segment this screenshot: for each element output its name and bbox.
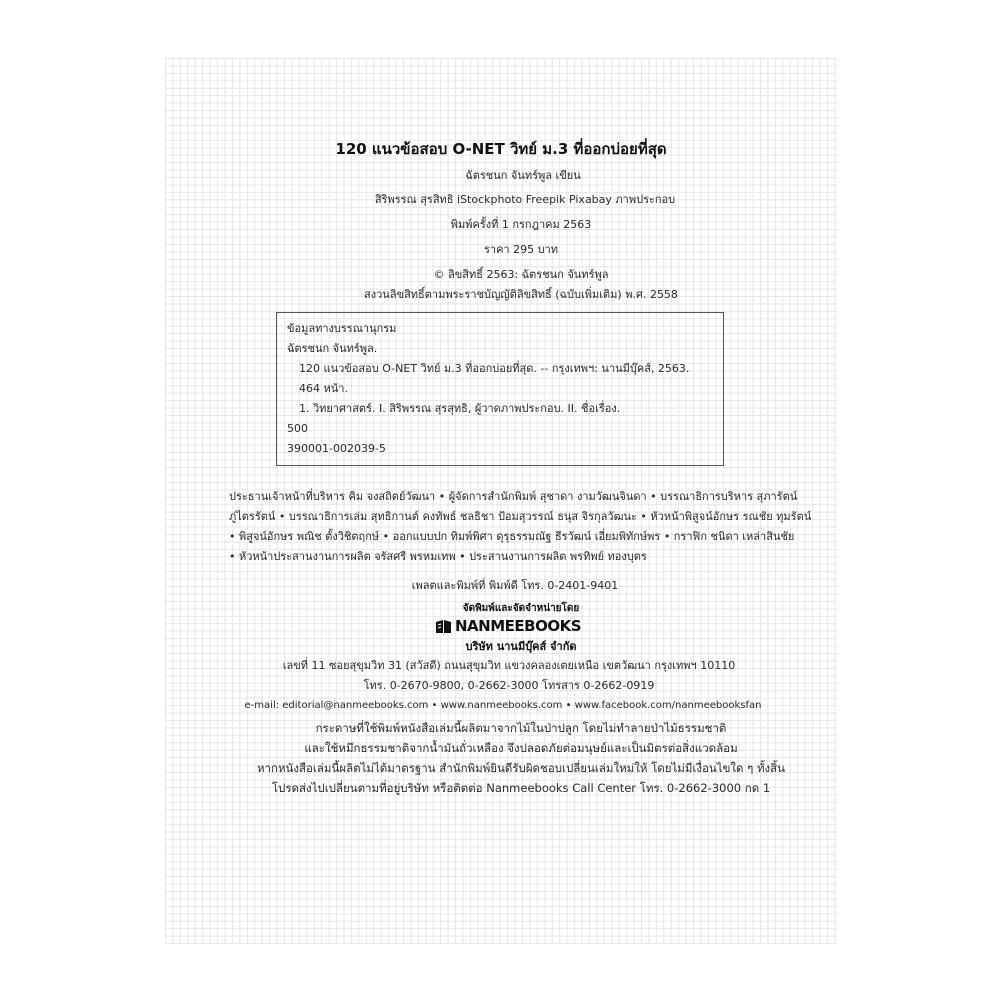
- edition-info: พิมพ์ครั้งที่ 1 กรกฎาคม 2563: [450, 218, 592, 231]
- publisher-logo: [165, 617, 837, 635]
- notice-line: และใช้หมึกธรรมชาติจากน้ำมันถั่วเหลือง จึงปลอดภัยต่อมนุษย์และเป็นมิตรต่อสิ่งแวดล้อม: [304, 741, 738, 755]
- catalog-isbn: 390001-002039-5: [287, 442, 386, 455]
- publisher-phone: โทร. 0-2670-9800, 0-2662-3000 โทรสาร 0-2662-0919: [363, 679, 655, 692]
- price: ราคา 295 บาท: [483, 243, 559, 256]
- printer-info: เพลตและพิมพ์ที่ พิมพ์ดี โทร. 0-2401-9401: [411, 579, 619, 592]
- staff-line: • หัวหน้าประสานงานการผลิต จรัสศรี พรหมเทพ • ประสานงานการผลิต พรทิพย์ ทองบุตร: [229, 550, 647, 563]
- book-title: 120 แนวข้อสอบ O-NET วิทย์ ม.3 ที่ออกบ่อยที่สุด: [335, 140, 667, 158]
- staff-line: ประธานเจ้าหน้าที่บริหาร คิม จงสถิตย์วัฒนา • ผู้จัดการสำนักพิมพ์ สุชาดา งามวัฒนจินดา • บรรณาธิการบริหาร สุภารัตน์: [229, 490, 798, 503]
- publisher-name: บริษัท นานมีบุ๊คส์ จำกัด: [465, 640, 577, 653]
- distributed-by-label: จัดพิมพ์และจัดจำหน่ายโดย: [462, 603, 580, 614]
- catalog-heading: ข้อมูลทางบรรณานุกรม: [287, 322, 397, 335]
- notice-line: กระดาษที่ใช้พิมพ์หนังสือเล่มนี้ผลิตมาจากไม้ในป่าปลูก โดยไม่ทำลายป่าไม้ธรรมชาติ: [315, 721, 727, 735]
- author-credit: ฉัตรชนก จันทร์พูล เขียน: [465, 169, 581, 182]
- book-logo-icon: [435, 619, 452, 634]
- cataloging-data-box: [276, 312, 724, 466]
- publisher-logo-text: NANMEEBOOKS: [455, 617, 581, 635]
- copyright-notice: © ลิขสิทธิ์ 2563: ฉัตรชนก จันทร์พูล: [433, 268, 609, 281]
- notice-line: หากหนังสือเล่มนี้ผลิตไม่ได้มาตรฐาน สำนักพิมพ์ยินดีรับผิดชอบเปลี่ยนเล่มใหม่ให้ โดยไม่มีเงื่อนไขใด ๆ ทั้งสิ้น: [256, 761, 786, 775]
- rights-notice: สงวนลิขสิทธิ์ตามพระราชบัญญัติลิขสิทธิ์ (ฉบับเพิ่มเติม) พ.ศ. 2558: [364, 288, 678, 301]
- notice-line: โปรดส่งไปเปลี่ยนตามที่อยู่บริษัท หรือติดต่อ Nanmeebooks Call Center โทร. 0-2662-3000 กด 1: [271, 781, 771, 795]
- illustration-credit: สิริพรรณ สุรสิทธิ iStockphoto Freepik Pixabay ภาพประกอบ: [374, 193, 676, 206]
- publisher-address: เลขที่ 11 ซอยสุขุมวิท 31 (สวัสดี) ถนนสุขุมวิท แขวงคลองเตยเหนือ เขตวัฒนา กรุงเทพฯ 10110: [282, 659, 736, 672]
- catalog-title-entry: 120 แนวข้อสอบ O-NET วิทย์ ม.3 ที่ออกบ่อยที่สุด. -- กรุงเทพฯ: นานมีบุ๊คส์, 2563.: [299, 362, 690, 375]
- staff-line: • พิสูจน์อักษร พณิช ตั้งวิชิตฤกษ์ • ออกแบบปก ทิมพ์พิศา ดุรุธรรมณัฐ ธีรวัฒน์ เอี่ยมพิทักษ์พร • กราฟิก ชนิดา เหล่าสินชัย: [229, 530, 795, 543]
- catalog-subjects: 1. วิทยาศาสตร์. I. สิริพรรณ สุรสุทธิ, ผู้วาดภาพประกอบ. II. ชื่อเรื่อง.: [299, 402, 621, 415]
- catalog-author: ฉัตรชนก จันทร์พูล.: [287, 342, 378, 355]
- catalog-classification: 500: [287, 422, 308, 435]
- publisher-contacts: e-mail: editorial@nanmeebooks.com • www.nanmeebooks.com • www.facebook.com/nanmeebooksfan: [244, 700, 762, 711]
- staff-line: ภู่ไตรรัตน์ • บรรณาธิการเล่ม สุทธิกานต์ คงทัพธ์ ชลธิชา ป้อมสุวรรณ์ ธนุส จิรกุลวัฒนะ • หัวหน้าพิสูจน์อักษร รณชัย ทุมรัตน์: [229, 510, 812, 523]
- catalog-pages: 464 หน้า.: [299, 382, 348, 395]
- copyright-page: [165, 58, 837, 944]
